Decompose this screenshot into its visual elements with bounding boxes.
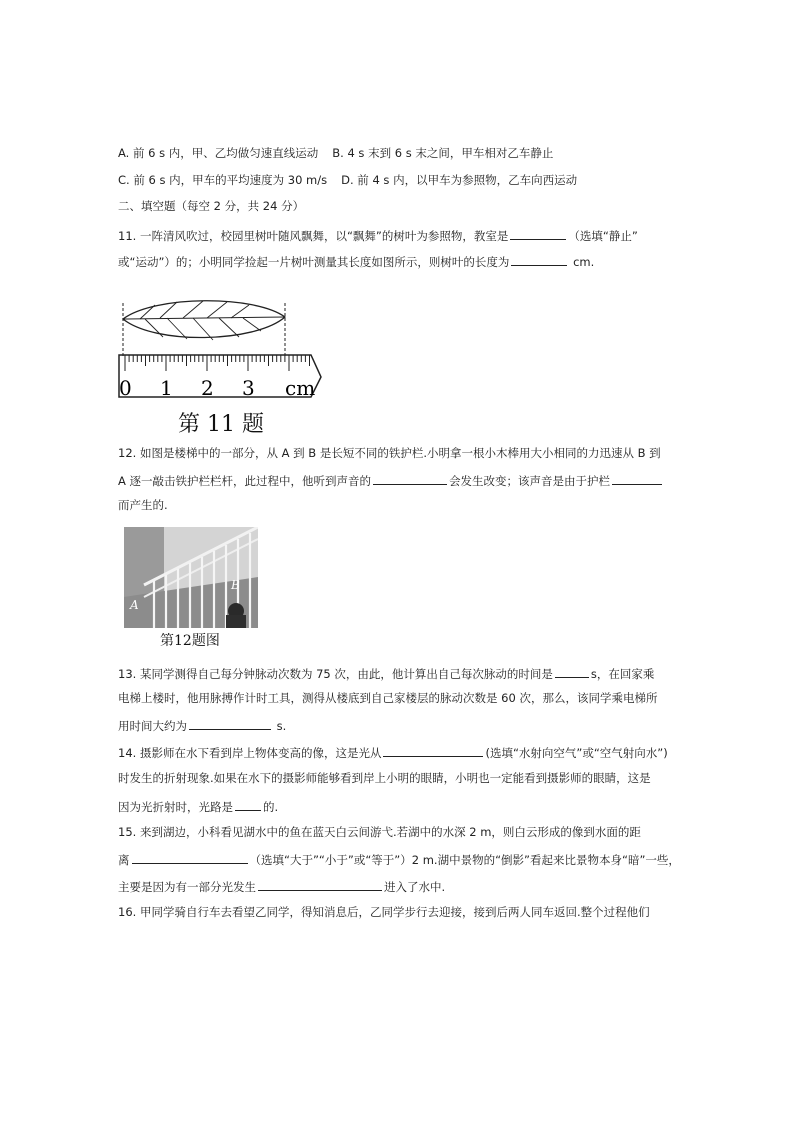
ruler-label-1: 1 bbox=[160, 376, 173, 400]
q14-line-2 bbox=[118, 771, 651, 785]
leaf-ruler-figure bbox=[115, 297, 335, 407]
q15-text-3a: 主要是因为有一部分光发生 bbox=[118, 880, 256, 894]
q13-text-2: 电梯上楼时，他用脉搏作计时工具，测得从楼底到自己家楼层的脉动次数是 60 次，那么，该同学乘电梯所 bbox=[118, 691, 658, 705]
q13-line-2 bbox=[118, 691, 657, 705]
q12-blank-2[interactable] bbox=[612, 472, 662, 485]
q12-line-3 bbox=[118, 498, 168, 512]
q13-line-1 bbox=[118, 665, 654, 681]
q16-line-1 bbox=[118, 905, 650, 919]
q12-text-1: 12. 如图是楼梯中的一部分，从 A 到 B 是长短不同的铁护栏.小明拿一根小木棒用大小相同的力迅速从 B 到 bbox=[118, 446, 661, 460]
q14-text-3a: 因为光折射时，光路是 bbox=[118, 800, 233, 814]
q14-blank-1[interactable] bbox=[383, 744, 483, 757]
q15-line-3 bbox=[118, 878, 445, 894]
photo-label-a: A bbox=[130, 598, 139, 612]
stair-railing-drawing bbox=[124, 527, 258, 628]
q12-text-2b: 会发生改变；该声音是由于护栏 bbox=[449, 474, 611, 488]
photo-label-b: B bbox=[231, 578, 240, 592]
q15-text-1: 15. 来到湖边，小科看见湖水中的鱼在蓝天白云间游弋.若湖中的水深 2 m，则白云形成的像到水面的距 bbox=[118, 825, 641, 839]
leaf-midrib bbox=[123, 317, 285, 319]
q11-text-1a: 11. 一阵清风吹过，校园里树叶随风飘舞，以“飘舞”的树叶为参照物，教室是 bbox=[118, 229, 509, 243]
ruler-label-cm: cm bbox=[285, 376, 316, 400]
q16-text-1: 16. 甲同学骑自行车去看望乙同学，得知消息后，乙同学步行去迎接，接到后两人同车返回.整个过程他们 bbox=[118, 905, 650, 919]
q13-text-1a: 13. 某同学测得自己每分钟脉动次数为 75 次，由此，他计算出自己每次脉动的时间是 bbox=[118, 667, 553, 681]
q15-blank-2[interactable] bbox=[258, 878, 382, 891]
q13-line-3 bbox=[118, 717, 286, 733]
option-b: B. 4 s 末到 6 s 末之间，甲车相对乙车静止 bbox=[332, 146, 554, 160]
q14-text-2: 时发生的折射现象.如果在水下的摄影师能够看到岸上小明的眼睛，小明也一定能看到摄影师的眼睛，这是 bbox=[118, 771, 651, 785]
q15-blank-1[interactable] bbox=[132, 851, 248, 864]
ruler-label-0: 0 bbox=[119, 376, 132, 400]
q14-text-1a: 14. 摄影师在水下看到岸上物体变高的像，这是光从 bbox=[118, 746, 382, 760]
q13-text-3b: s. bbox=[273, 719, 287, 733]
option-c: C. 前 6 s 内，甲车的平均速度为 30 m/s bbox=[118, 173, 328, 187]
q11-blank-1[interactable] bbox=[510, 227, 566, 240]
q14-text-1b: (选填“水射向空气”或“空气射向水”) bbox=[485, 746, 668, 760]
q11-text-1b: （选填“静止” bbox=[568, 229, 638, 243]
q15-text-2a: 离 bbox=[118, 853, 130, 867]
option-d: D. 前 4 s 内，以甲车为参照物，乙车向西运动 bbox=[341, 173, 578, 187]
q13-blank-1[interactable] bbox=[555, 665, 589, 678]
q11-figure-caption: 第 11 题 bbox=[178, 412, 264, 437]
q14-text-3b: 的. bbox=[263, 800, 279, 814]
q15-text-3b: 进入了水中. bbox=[384, 880, 446, 894]
q12-line-2 bbox=[118, 472, 664, 488]
q11-blank-2[interactable] bbox=[511, 253, 567, 266]
q12-blank-1[interactable] bbox=[373, 472, 447, 485]
q11-line-1 bbox=[118, 227, 638, 243]
q12-line-1 bbox=[118, 446, 661, 460]
option-row-cd bbox=[118, 173, 577, 187]
q11-line-2 bbox=[118, 253, 594, 269]
ruler-ticks bbox=[125, 355, 310, 371]
q14-line-1 bbox=[118, 744, 668, 760]
option-a: A. 前 6 s 内，甲、乙均做匀速直线运动 bbox=[118, 146, 319, 160]
q15-line-2 bbox=[118, 851, 680, 867]
q13-text-1b: s，在回家乘 bbox=[590, 667, 655, 681]
q15-line-1 bbox=[118, 825, 641, 839]
q12-text-2a: A 逐一敲击铁护栏栏杆，此过程中，他听到声音的 bbox=[118, 474, 372, 488]
q15-text-2b: （选填“大于”“小于”或“等于”）2 m.湖中景物的“倒影”看起来比景物本身“暗”一些， bbox=[249, 853, 680, 867]
q14-line-3 bbox=[118, 798, 278, 814]
q12-figure-caption: 第12题图 bbox=[160, 633, 220, 649]
q14-blank-2[interactable] bbox=[235, 798, 261, 811]
q11-text-2a: 或“运动”）的；小明同学捡起一片树叶测量其长度如图所示，则树叶的长度为 bbox=[118, 255, 510, 269]
q12-text-3: 而产生的. bbox=[118, 498, 168, 512]
q11-text-2b: cm. bbox=[569, 255, 595, 269]
section-title: 二、填空题（每空 2 分，共 24 分） bbox=[118, 199, 305, 213]
ruler-label-2: 2 bbox=[201, 376, 214, 400]
q13-blank-2[interactable] bbox=[189, 717, 271, 730]
stair-railing-photo bbox=[124, 527, 258, 628]
option-row-ab bbox=[118, 146, 553, 160]
ruler-label-3: 3 bbox=[242, 376, 255, 400]
q13-text-3a: 用时间大约为 bbox=[118, 719, 187, 733]
